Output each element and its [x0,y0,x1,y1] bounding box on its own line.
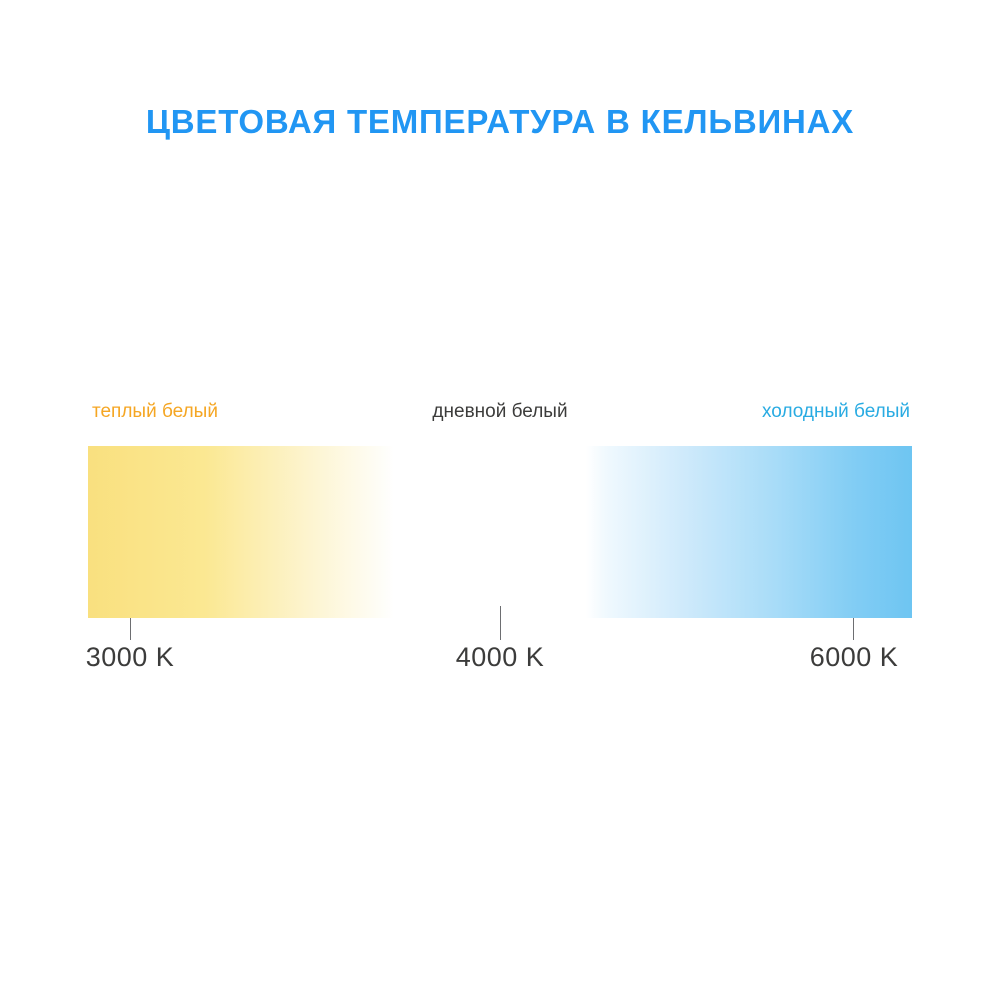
gradient-bar-warm-white [88,446,394,618]
tick-marker-4000k [500,606,501,640]
kelvin-value-warm-white: 3000 K [85,642,175,672]
gradient-bar-cool-white [586,446,912,618]
page-title: ЦВЕТОВАЯ ТЕМПЕРАТУРА В КЕЛЬВИНАХ [145,103,855,140]
kelvin-value-daylight-white: 4000 K [455,642,545,672]
color-temperature-scale [85,400,912,690]
tick-marker-3000k [130,618,131,640]
kelvin-value-cool-white: 6000 K [809,642,899,672]
tick-marker-6000k [853,618,854,640]
band-label-warm-white: теплый белый [92,401,218,422]
band-label-daylight-white: дневной белый [432,401,568,422]
band-label-cool-white: холодный белый [762,401,910,422]
